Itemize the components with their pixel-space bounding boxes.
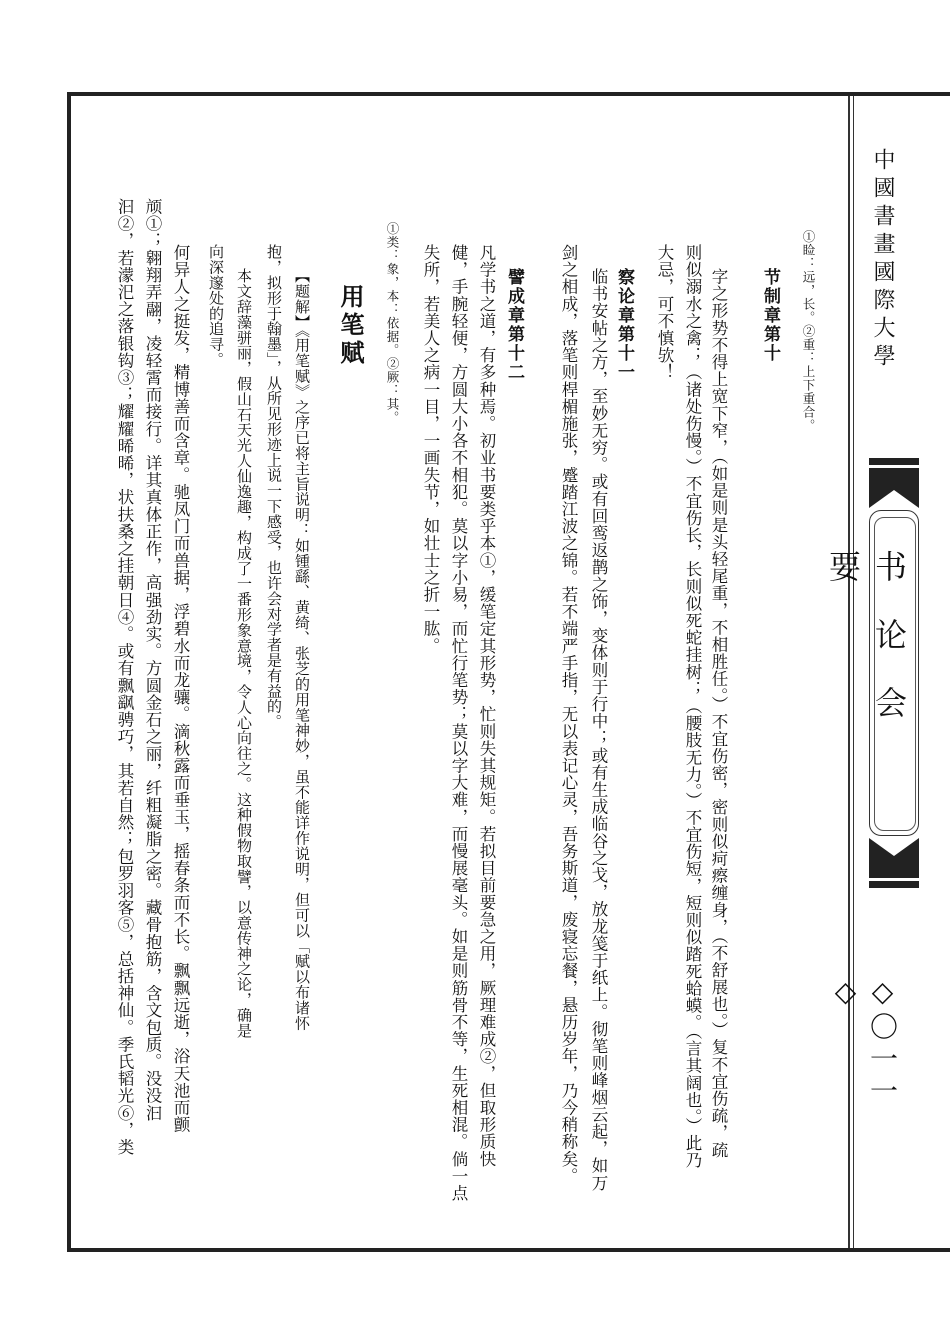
column-sec10-p1: 字之形势不得上宽下窄，（如是则是头轻尾重，不相胜任。）不宜伤密，密则似疴瘵缠身，（不舒展也。）复不宜伤疏，疏 [709,268,728,1159]
column-note-2: ①类：象，本：依据。②厥：其。 [385,222,400,425]
column-sec12-heading: 譬成章第十二 [504,268,524,382]
column-tijie-p2: 抱，拟形于翰墨」，从所见形迹上说一下感受，也许会对学者是有益的。 [265,244,283,730]
column-sec12-p3: 失所，若美人之病一目，一画失节，如壮士之折一肱。 [421,244,440,655]
page-number: ◇〇一一◇ [829,975,899,1108]
column-note-1: ①睑：远，长。②重：上下重合。 [801,230,816,433]
column-sec11-p2: 剑之相成，落笔则桿楣施张，蹙踏江波之锦。若不端严手指，无以表记心灵，吾务斯道，废寝忘餐，悬历岁年，乃今稍称矣。 [559,244,578,1185]
column-tijie-p3: 本文辞藻骈丽，假山石天光人仙逸趣，构成了一番形象意境，令人心向往之。这种假物取譬，以意传神之论，确是 [235,268,253,1038]
column-tijie-p4: 向深邃处的追寻。 [207,244,225,368]
column-sec10-p2: 则似溺水之禽；（诸处伤慢。）不宜伤长，长则似死蛇挂树；（腰肢无力。）不宜伤短，短则似踏死蛤蟆。（言其阔也。）此乃 [683,244,702,1169]
column-fu-p2: 颃①；翱翔弄翮，凌轻霄而接行。详其真体正作，高强劲实。方圆金石之丽，纤粗凝脂之密。藏骨抱筋，含文包质。没没汩 [143,198,162,1122]
column-sec10-p3: 大忌，可不慎欤！ [655,244,674,381]
column-fu-title: 用笔赋 [336,284,365,368]
series-title: 中國書畫國際大學 [870,148,895,372]
side-rule [848,96,850,1248]
column-sec12-p2: 健，手腕轻便，方圆大小各不相犯。莫以字小易，而忙行笔势；莫以字大难，而慢展毫头。如是则筋骨不等，生死相混。倘一点 [449,244,468,1202]
banner-bottom-tab [869,838,919,878]
column-fu-p1: 何异人之挺发，精博善而含章。驰凤门而兽据，浮碧水而龙骧。滴秋露而垂玉，摇春条而不长。飘飘远逝，浴天池而颤 [171,244,190,1134]
column-fu-p3: 汩②，若濛汜之落银钩③；耀耀晞晞，状扶桑之挂朝日④。或有飘飖骋巧，其若自然；包罗羽客⑤，总括神仙。季氏韬光⑥，类 [115,198,134,1156]
banner-top-tab [869,468,919,508]
book-title-banner [824,458,919,888]
column-sec10-heading: 节制章第十 [760,268,780,363]
book-title: 书论会要 [824,550,908,754]
column-tijie-p1: 【题解】《用笔赋》之序已将主旨说明：如锺繇、黄绮、张芝的用笔神妙，虽不能详作说明，但可以「赋以布诸怀 [293,268,311,1031]
column-sec11-p1: 临书安帖之方，至妙无穷。或有回鸾返鹊之饰，变体则于行中；或有生成临谷之戈，放龙笺于纸上。彻笔则峰烟云起，如万 [589,268,608,1192]
side-rule-inner [853,96,854,1248]
column-sec11-heading: 察论章第十一 [614,268,634,382]
column-sec12-p1: 凡学书之道，有多种焉。初业书要类乎本①，缓笔定其形势，忙则失其规矩。若拟目前要急之用，厥理难成②，但取形质快 [477,244,496,1168]
banner-bottom-bar [869,881,919,888]
banner-top-bar [869,458,919,465]
